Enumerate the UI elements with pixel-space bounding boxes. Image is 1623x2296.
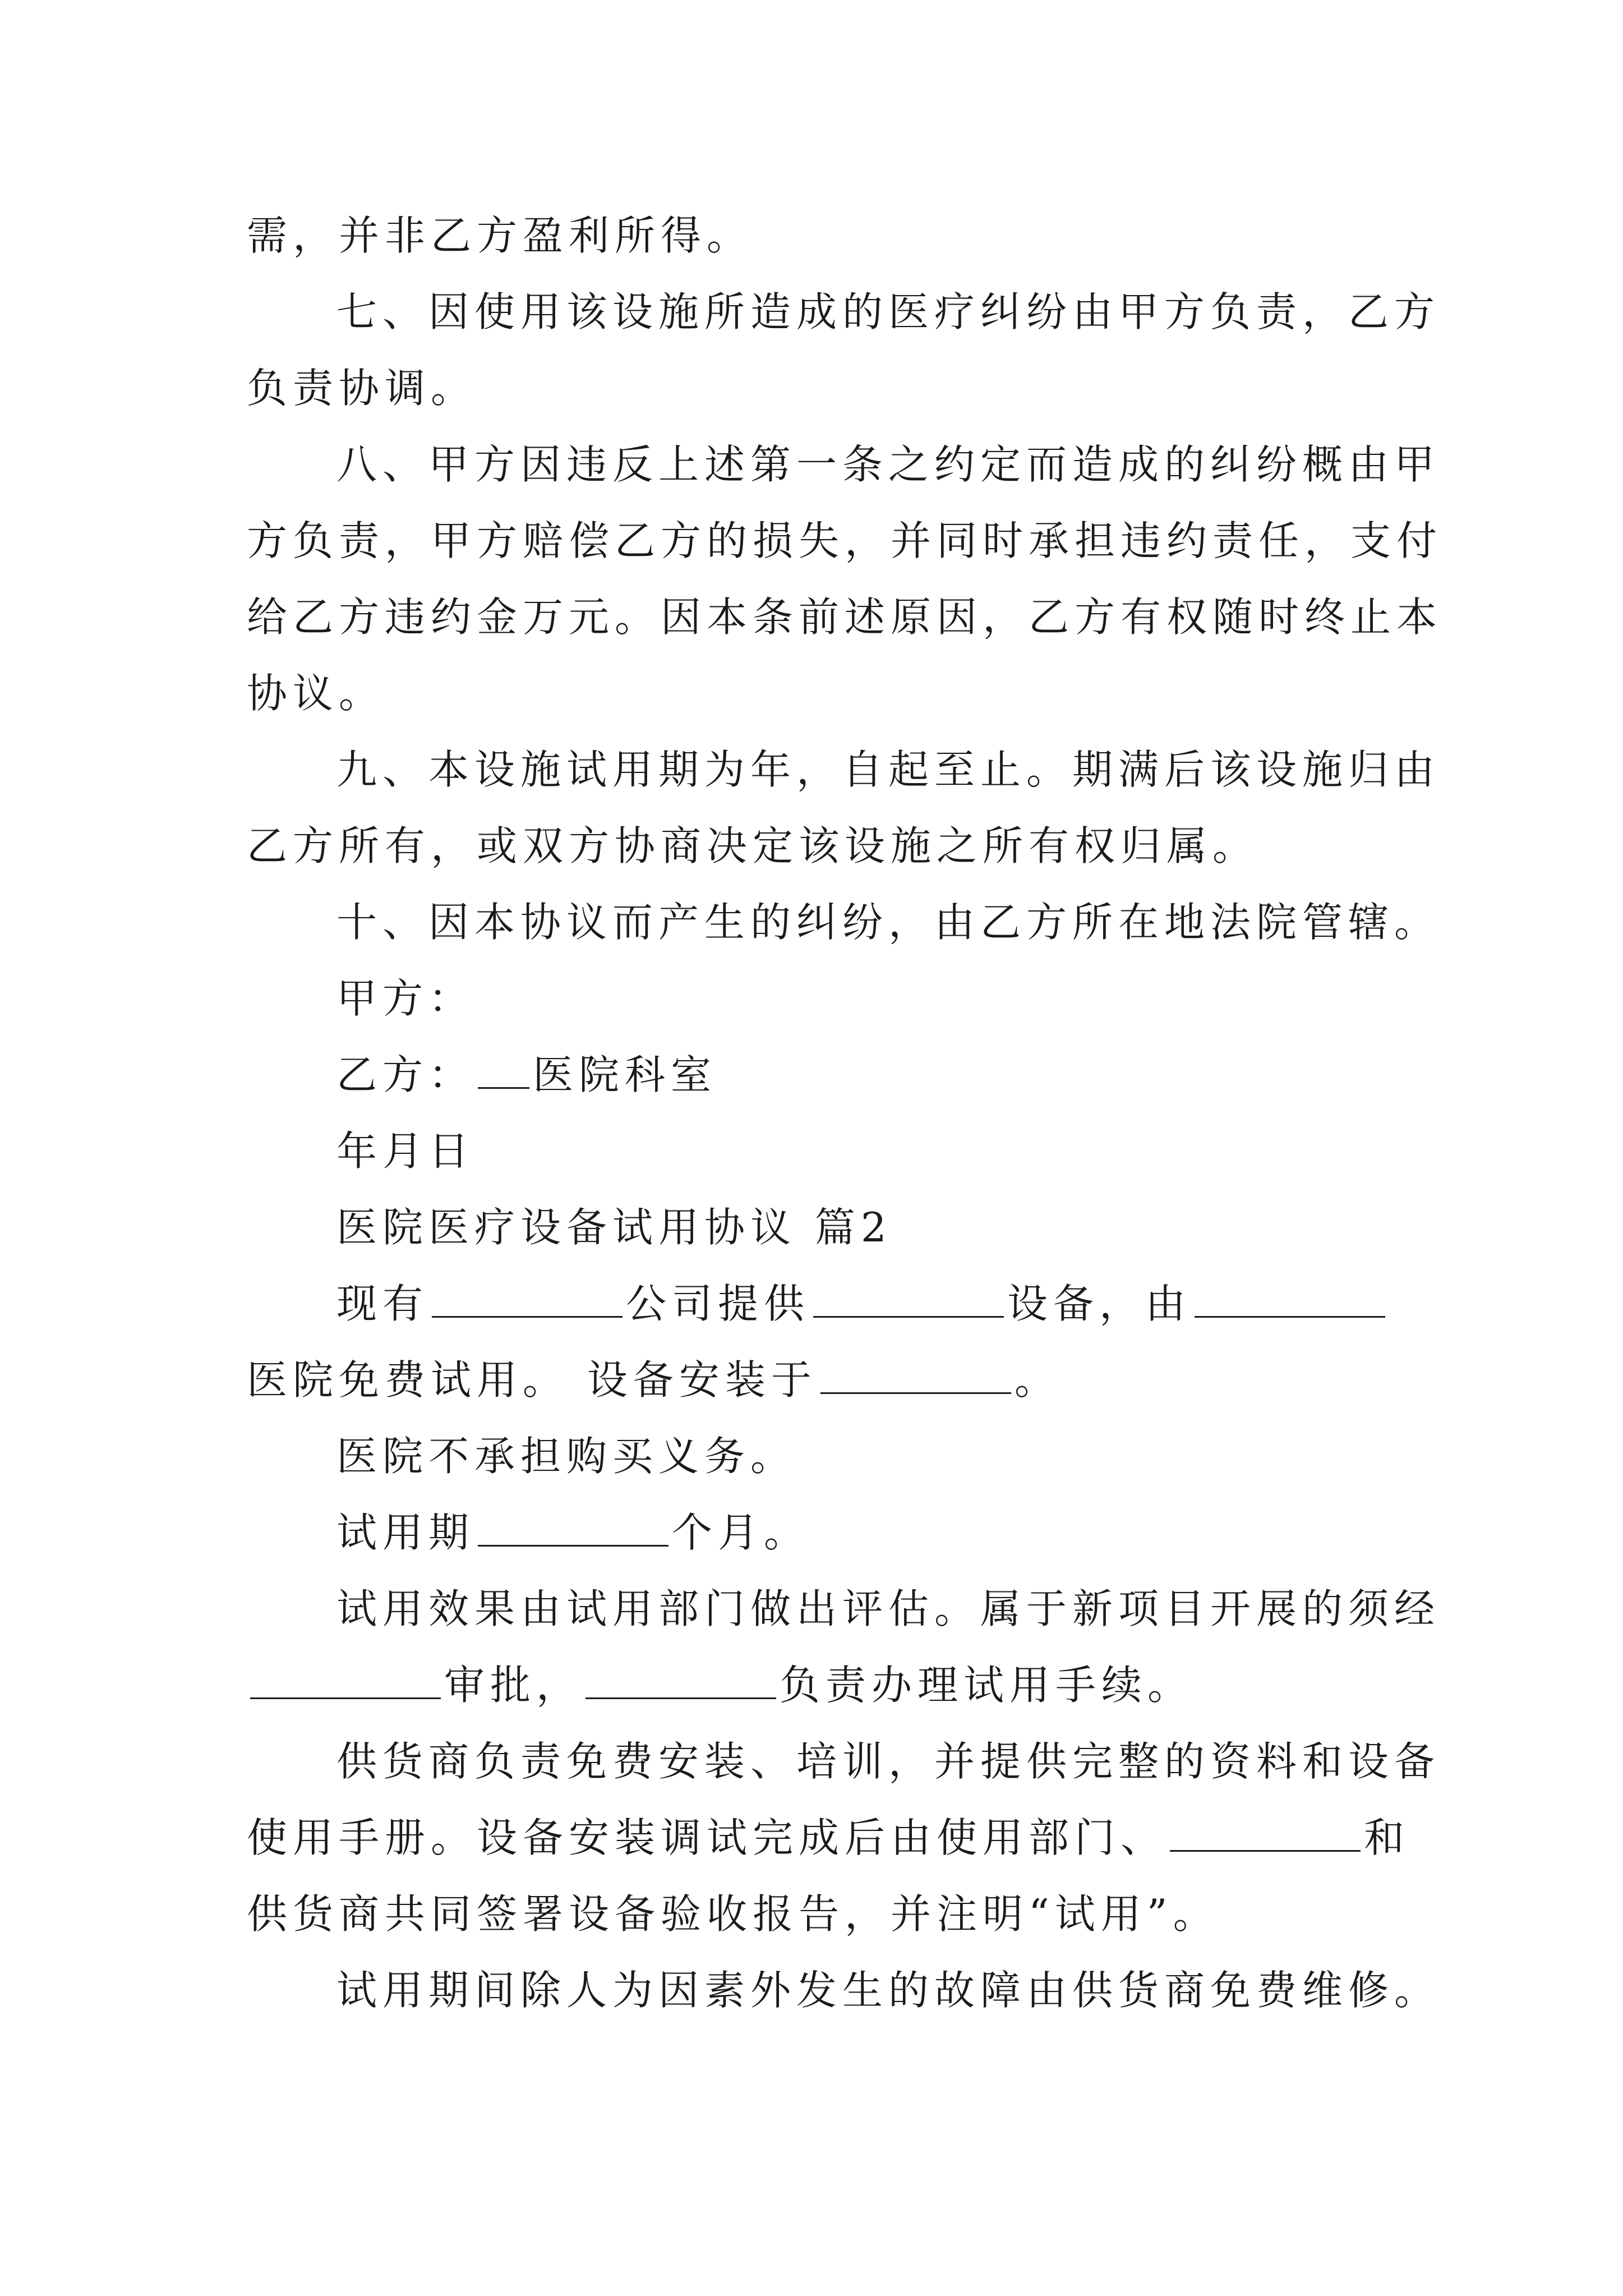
text-line	[247, 1887, 1391, 1941]
section-heading	[336, 1200, 1391, 1254]
text-segment: 设备，由	[1007, 1280, 1192, 1327]
text-line	[247, 590, 1443, 644]
fill-in-blank	[1170, 1814, 1361, 1852]
text-line	[247, 514, 1443, 568]
text-segment: 。	[1014, 1356, 1061, 1404]
clause-nine	[336, 743, 1441, 797]
text-segment: 医院科室	[533, 1051, 717, 1098]
fill-in-blank	[1195, 1280, 1385, 1318]
fill-in-blank	[585, 1661, 776, 1699]
text-line	[336, 1506, 1391, 1559]
text-line	[336, 1429, 1391, 1483]
text-line	[336, 1582, 1441, 1636]
text-line	[336, 1734, 1441, 1788]
text-segment: 现有	[336, 1280, 429, 1327]
fill-in-blank	[478, 1051, 529, 1089]
text-segment: 医院免费试用。 设备安装于	[247, 1356, 817, 1404]
fill-in-blank	[478, 1508, 668, 1547]
clause-eight	[336, 438, 1441, 491]
text-segment: 给乙方违约金万元。因本条前述原因，乙方有权随时终止本	[247, 593, 1443, 641]
date-line	[336, 1124, 1391, 1178]
fill-in-blank	[813, 1280, 1004, 1318]
text-segment: 试用期	[336, 1509, 475, 1556]
party-a-signature	[336, 972, 1391, 1025]
fill-in-blank	[820, 1356, 1011, 1394]
fill-in-blank	[432, 1280, 623, 1318]
text-segment: 八、甲方因违反上述第一条之约定而造成的纠纷概由甲	[336, 441, 1441, 488]
text-line	[247, 1353, 1391, 1407]
text-line	[336, 1277, 1391, 1331]
text-line	[336, 1963, 1441, 2017]
text-line	[247, 361, 1391, 415]
text-segment: 公司提供	[626, 1280, 810, 1327]
text-segment: 协议。	[247, 670, 385, 717]
text-segment: 负责办理试用手续。	[780, 1662, 1194, 1709]
text-segment: 个月。	[672, 1509, 810, 1556]
text-segment: 十、因本协议而产生的纠纷，由乙方所在地法院管辖。	[336, 899, 1441, 946]
text-line	[247, 1811, 1410, 1865]
text-line	[247, 209, 1391, 263]
text-segment: 年月日	[336, 1128, 475, 1175]
text-segment: 乙方：	[336, 1051, 475, 1098]
text-line	[247, 819, 1391, 873]
text-segment: 医院医疗设备试用协议 篇2	[336, 1204, 892, 1251]
clause-ten	[336, 895, 1441, 949]
text-segment: 乙方所有，或双方协商决定该设施之所有权归属。	[247, 822, 1259, 869]
text-segment: 甲方：	[336, 975, 475, 1022]
text-segment: 医院不承担购买义务。	[336, 1433, 797, 1480]
text-segment: 使用手册。设备安装调试完成后由使用部门、	[247, 1814, 1167, 1861]
text-segment: 方负责，甲方赔偿乙方的损失，并同时承担违约责任，支付	[247, 517, 1443, 564]
text-segment: 和	[1364, 1814, 1410, 1861]
text-line	[247, 1658, 1391, 1712]
text-segment: 供货商负责免费安装、培训，并提供完整的资料和设备	[336, 1738, 1441, 1785]
text-line	[247, 666, 1391, 720]
text-segment: 七、因使用该设施所造成的医疗纠纷由甲方负责，乙方	[336, 288, 1441, 335]
fill-in-blank	[250, 1661, 441, 1699]
text-segment: 负责协调。	[247, 365, 477, 412]
text-segment: 试用效果由试用部门做出评估。属于新项目开展的须经	[336, 1585, 1441, 1632]
text-segment: 试用期间除人为因素外发生的故障由供货商免费维修。	[336, 1967, 1441, 2014]
clause-seven	[336, 285, 1441, 339]
text-segment: 需，并非乙方盈利所得。	[247, 212, 753, 259]
party-b-signature	[336, 1048, 1391, 1102]
text-segment: 九、本设施试用期为年，自起至止。期满后该设施归由	[336, 746, 1441, 793]
text-segment: 审批，	[444, 1662, 583, 1709]
text-segment: 供货商共同签署设备验收报告，并注明“试用”。	[247, 1890, 1219, 1938]
